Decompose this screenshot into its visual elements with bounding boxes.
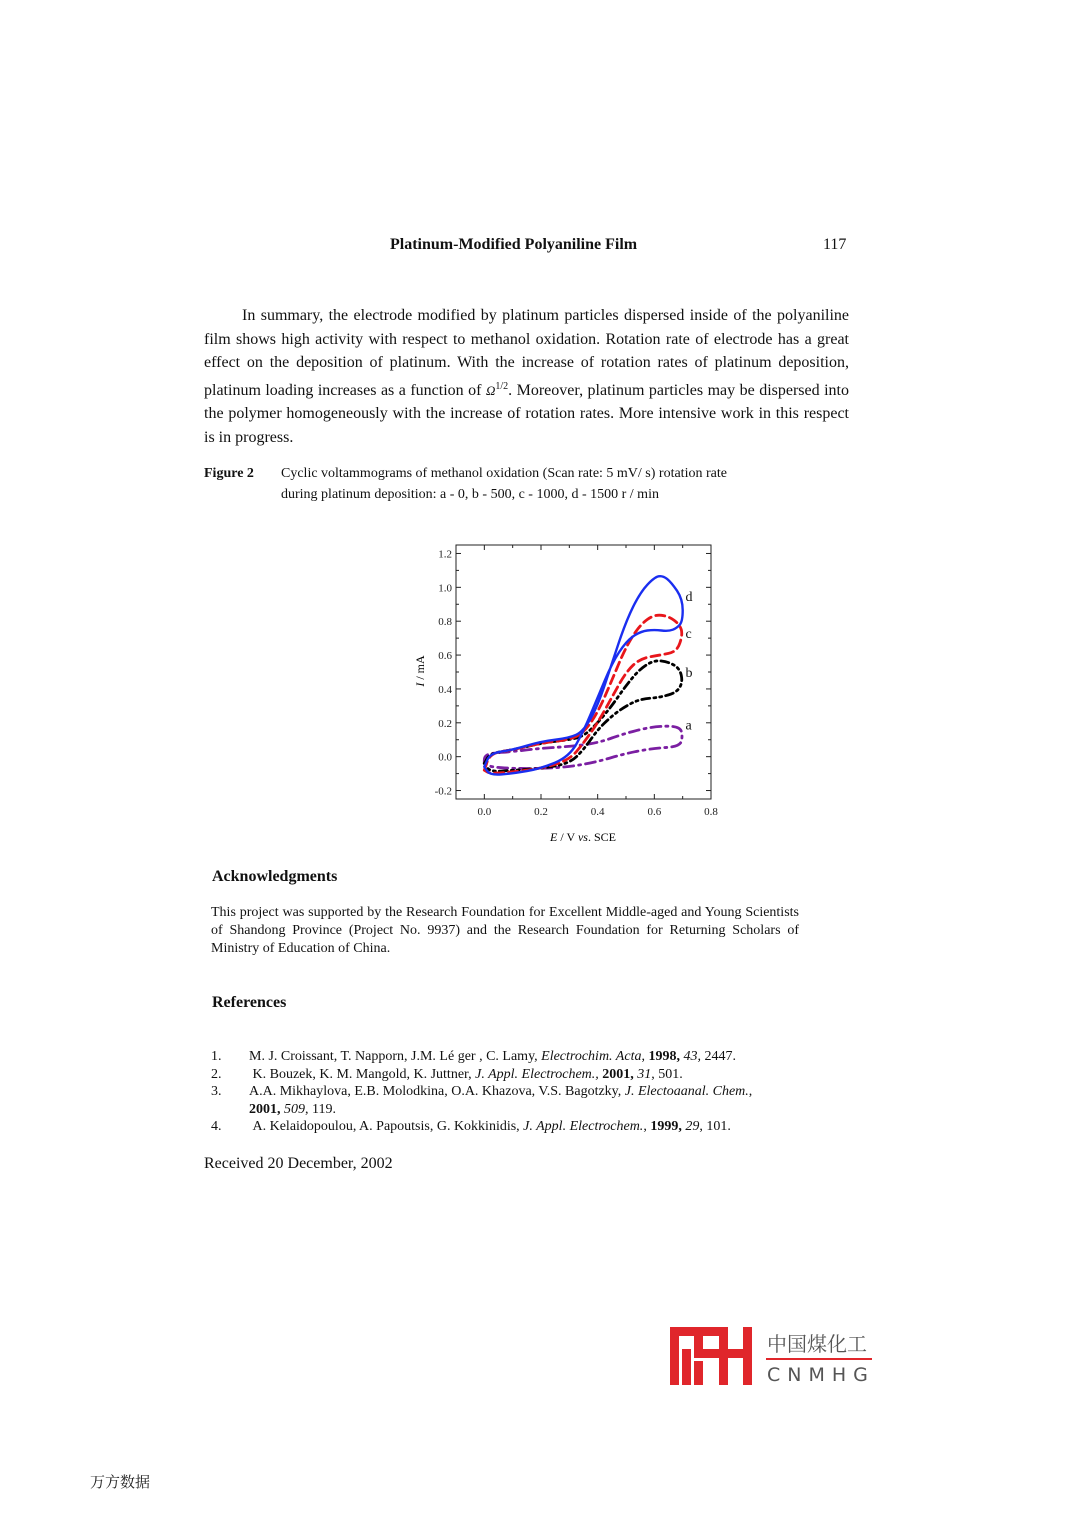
received-date: Received 20 December, 2002: [204, 1155, 393, 1172]
acknowledgments-body: This project was supported by the Research Foundation for Excellent Middle-aged and Young Scientists of Shandong Province (Project No. 9937) and the Research Foundation for Returning Scholars of Ministry of Education of China.: [211, 905, 799, 956]
svg-text:0.8: 0.8: [438, 616, 452, 629]
reference-item: [211, 1066, 851, 1084]
svg-text:0.4: 0.4: [438, 683, 452, 696]
series-b-curve: [484, 661, 681, 771]
summary-text-2: . Moreover, platinum particles may be dispersed into the polymer homogeneously with the increase of rotation rates. More intensive work in this respect is in progress.: [204, 381, 849, 446]
axis-ticks: [435, 545, 719, 818]
caption-line-2: during platinum deposition: a - 0, b - 500, c - 1000, d - 1500 r / min: [281, 487, 659, 502]
y-axis-label: I / mA: [413, 655, 427, 687]
logo-chinese-text: 中国煤化工: [767, 1332, 867, 1356]
curve-label-d: d: [685, 589, 693, 605]
svg-text:0.2: 0.2: [534, 806, 548, 818]
references-heading: References: [212, 994, 287, 1011]
reference-text: M. J. Croissant, T. Napporn, J.M. Lé ger , C. Lamy, Electrochim. Acta, 1998, 43, 2447.: [249, 1049, 736, 1064]
omega-exponent: 1/2: [495, 380, 509, 392]
data-series: [484, 576, 682, 774]
running-title: Platinum-Modified Polyaniline Film: [390, 236, 638, 253]
figure-label: Figure 2: [204, 466, 254, 481]
reference-number: 4.: [211, 1119, 222, 1134]
svg-text:0.4: 0.4: [590, 806, 605, 818]
curve-label-a: a: [685, 718, 692, 734]
reference-number: 1.: [211, 1049, 222, 1064]
reference-text: A.A. Mikhaylova, E.B. Molodkina, O.A. Khazova, V.S. Bagotzky, J. Electoaanal. Chem., 2001, 509, 119.: [249, 1084, 753, 1117]
curve-label-b: b: [685, 666, 693, 681]
svg-text:0.0: 0.0: [438, 751, 452, 764]
reference-item: [211, 1083, 851, 1118]
svg-text:0.8: 0.8: [704, 806, 718, 818]
reference-text: A. Kelaidopoulou, A. Papoutsis, G. Kokkinidis, J. Appl. Electrochem., 1999, 29, 101.: [252, 1119, 731, 1134]
svg-text:0.0: 0.0: [477, 806, 492, 818]
reference-list: [211, 1048, 851, 1136]
curve-label-c: c: [685, 627, 692, 643]
page-number: 117: [823, 236, 847, 253]
figure-caption: [204, 463, 824, 505]
watermark: 万方数据: [90, 1473, 151, 1491]
logo-latin-text: CNMHG: [767, 1364, 875, 1386]
summary-text-1: In summary, the electrode modified by platinum particles dispersed inside of the polyaniline film shows high activity with respect to methanol oxidation. Rotation rate of electrode has a great effect on the deposition of platinum. With the increase of rotation rates of platinum deposition, platinum loading increases as a function of: [204, 307, 849, 399]
svg-text:0.6: 0.6: [647, 806, 662, 818]
svg-text:1.2: 1.2: [438, 548, 452, 561]
svg-text:0.2: 0.2: [438, 717, 452, 730]
curve-labels: [686, 590, 693, 734]
summary-paragraph: [204, 304, 849, 450]
acknowledgments-heading: Acknowledgments: [212, 868, 338, 885]
voltammogram-chart: [396, 535, 736, 855]
reference-text: K. Bouzek, K. M. Mangold, K. Juttner, J. Appl. Electrochem., 2001, 31, 501.: [252, 1066, 683, 1082]
mh-mark-icon: [670, 1327, 752, 1385]
reference-number: 3.: [211, 1084, 222, 1099]
x-axis-label: E / V vs. SCE: [550, 830, 616, 844]
svg-text:0.6: 0.6: [438, 650, 452, 663]
svg-text:1.0: 1.0: [438, 582, 452, 595]
omega-symbol: Ω: [485, 382, 496, 398]
svg-text:-0.2: -0.2: [434, 785, 452, 798]
reference-item: [211, 1048, 851, 1066]
reference-item: [211, 1118, 851, 1136]
logo-divider: [766, 1358, 872, 1360]
cnmhg-logo: [670, 1325, 880, 1387]
reference-number: 2.: [211, 1066, 222, 1082]
caption-line-1: Cyclic voltammograms of methanol oxidation (Scan rate: 5 mV/ s) rotation rate: [281, 466, 727, 481]
